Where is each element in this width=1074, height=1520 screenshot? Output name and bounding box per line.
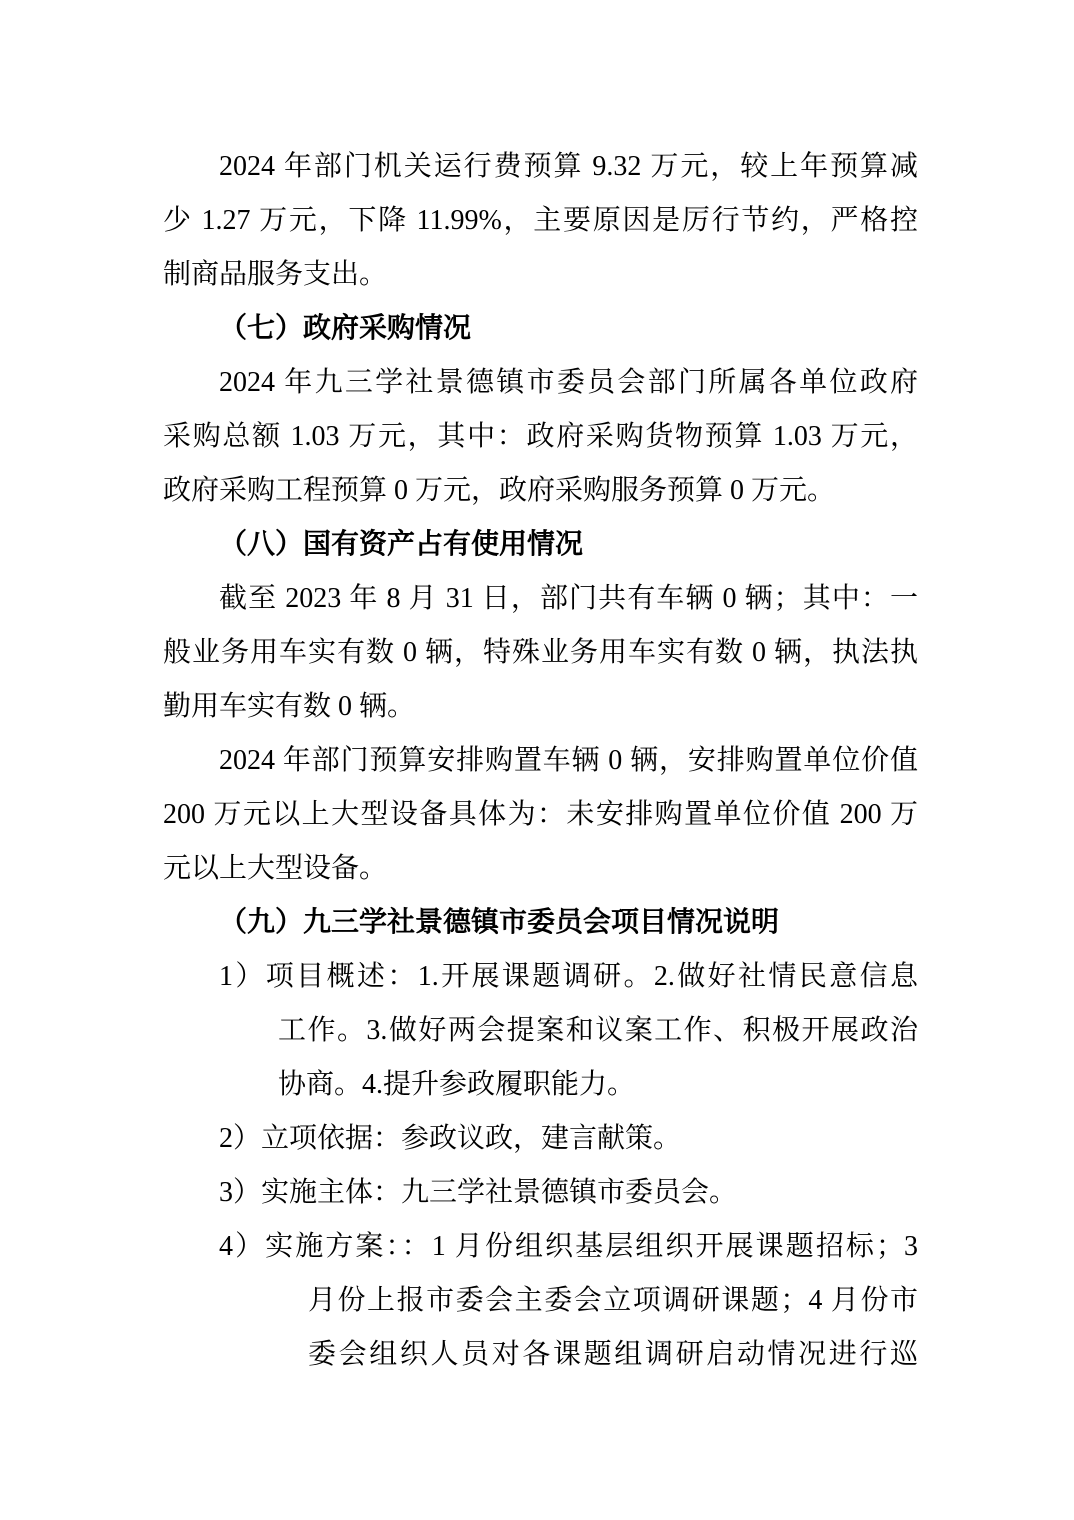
list-item-2-line: 2）立项依据：参政议政，建言献策。 — [219, 1123, 682, 1154]
paragraph-line: 般业务用车实有数 0 辆，特殊业务用车实有数 0 辆，执法执 — [163, 637, 918, 668]
list-item-3-line: 3）实施主体：九三学社景德镇市委员会。 — [219, 1177, 738, 1208]
paragraph-line: 2024 年部门预算安排购置车辆 0 辆，安排购置单位价值 — [219, 745, 918, 776]
section-heading-9: （九）九三学社景德镇市委员会项目情况说明 — [219, 907, 780, 938]
paragraph-line: 截至 2023 年 8 月 31 日，部门共有车辆 0 辆；其中：一 — [219, 583, 918, 614]
paragraph-line: 制商品服务支出。 — [163, 259, 388, 290]
paragraph-line: 2024 年九三学社景德镇市委员会部门所属各单位政府 — [219, 367, 918, 398]
paragraph-line: 勤用车实有数 0 辆。 — [163, 691, 416, 722]
list-item-4-line: 委会组织人员对各课题组调研启动情况进行巡 — [308, 1339, 918, 1370]
section-heading-7: （七）政府采购情况 — [219, 313, 472, 344]
document-text-block — [163, 140, 918, 1382]
paragraph-line: 2024 年部门机关运行费预算 9.32 万元，较上年预算减 — [219, 151, 918, 182]
list-item-1-line: 1）项目概述：1.开展课题调研。2.做好社情民意信息 — [219, 961, 918, 992]
list-item-4-line: 4）实施方案：：1 月份组织基层组织开展课题招标；3 — [219, 1231, 918, 1262]
paragraph-line: 政府采购工程预算 0 万元，政府采购服务预算 0 万元。 — [163, 475, 836, 506]
section-heading-8: （八）国有资产占有使用情况 — [219, 529, 584, 560]
paragraph-line: 少 1.27 万元，下降 11.99%，主要原因是厉行节约，严格控 — [163, 205, 918, 236]
paragraph-line: 元以上大型设备。 — [163, 853, 388, 884]
list-item-1-line: 协商。4.提升参政履职能力。 — [278, 1069, 636, 1100]
list-item-1-line: 工作。3.做好两会提案和议案工作、积极开展政治 — [278, 1015, 918, 1046]
paragraph-line: 200 万元以上大型设备具体为：未安排购置单位价值 200 万 — [163, 799, 918, 830]
paragraph-line: 采购总额 1.03 万元，其中：政府采购货物预算 1.03 万元， — [163, 421, 918, 452]
list-item-4-line: 月份上报市委会主委会立项调研课题；4 月份市 — [308, 1285, 918, 1316]
